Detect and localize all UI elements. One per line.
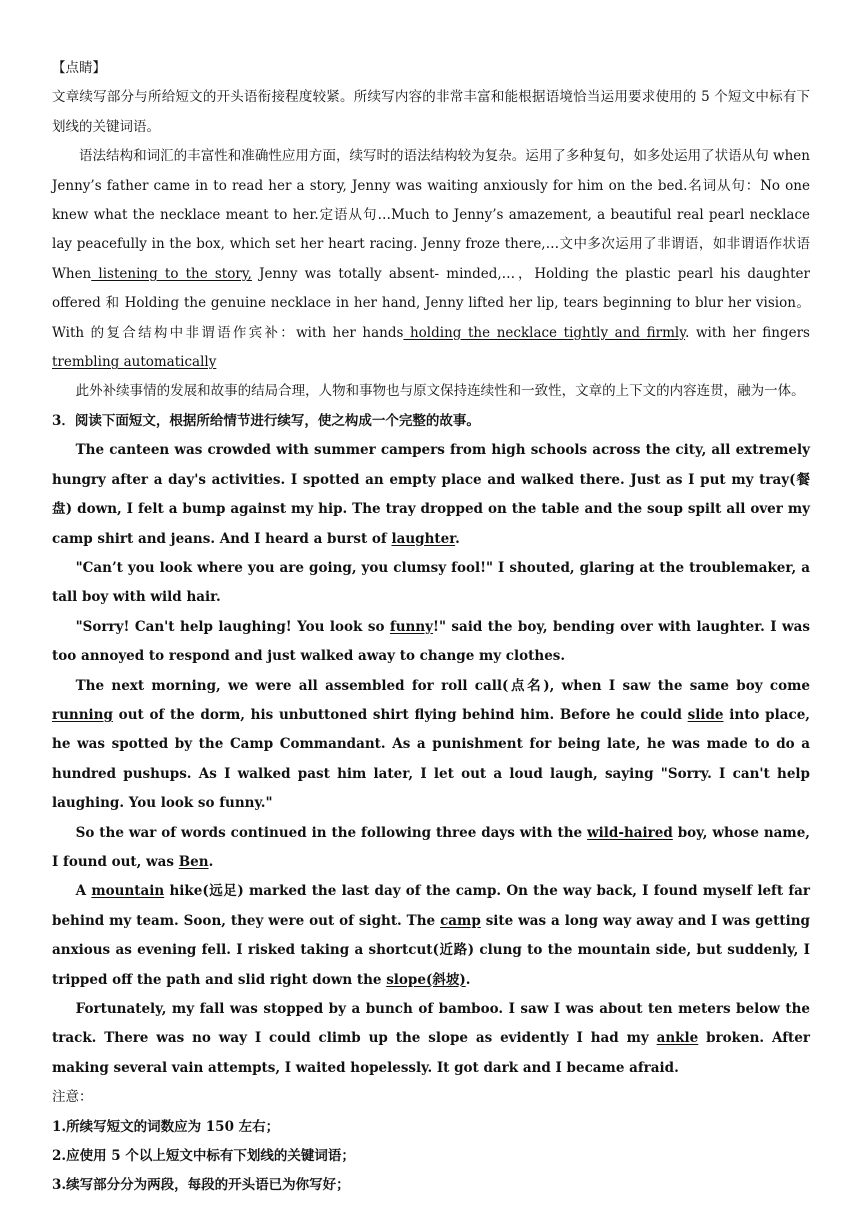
underlined-phrase: listening to the story, (91, 265, 252, 282)
notes-title: 注意： (52, 1089, 93, 1106)
story-paragraph-5 (52, 819, 810, 878)
story-paragraph-7 (52, 995, 810, 1083)
keyword-underlined: camp (440, 912, 481, 929)
keyword-underlined: mountain (91, 883, 165, 900)
story-text-run: A (75, 883, 92, 900)
story-paragraph-6 (52, 877, 810, 995)
story-text-run: So the war of words continued in the following three days with the (75, 824, 588, 841)
story-text-run: The canteen was crowded with summer campers from high schools across the city, all extremely hungry after a day's activities. I spotted an empty place and walked there. Just as I put my tray(餐盘) down, I felt a bump against my hip. The tray dropped on the table and the soup spilt all over my camp shirt and jeans. And I heard a burst of (52, 442, 810, 547)
story-text-run: broken. After making several vain attempts, I waited hopelessly. It got dark and I became afraid. (52, 1030, 810, 1076)
story-text-run: boy, whose name, I found out, was (52, 824, 811, 870)
review-text: 语法结构和词汇的丰富性和准确性应用方面，续写时的语法结构较为复杂。运用了多种复句，如多处运用了状语从句 when Jenny’s father came in to read her a story, Jenny was waiting anxiously for him on the bed.名词从句：No one knew what the necklace meant to her.定语从句…Much to Jenny’s amazement, a beautiful real pearl necklace lay peacefully in the box, which set her heart racing. Jenny froze there,…文中多次运用了非谓语，如非谓语作状语 When (52, 148, 810, 282)
keyword-underlined: slope(斜坡) (386, 971, 466, 988)
keyword-underlined: ankle (656, 1030, 699, 1047)
review-text: . with her fingers (685, 324, 810, 341)
underlined-phrase: holding the necklace tightly and firmly (403, 324, 686, 341)
keyword-underlined: Ben (178, 853, 209, 870)
story-text-run: into place, he was spotted by the Camp Commandant. As a punishment for being late, he was made to do a hundred pushups. As I walked past him later, I let out a loud laugh, saying "Sorry. I can't help laughing. You look so funny." (52, 706, 810, 812)
story-text-run: out of the dorm, his unbuttoned shirt flying behind him. Before he could (112, 706, 688, 723)
story-text-run: Fortunately, my fall was stopped by a bunch of bamboo. I saw I was about ten meters below the track. There was no way I could climb up the slope as evidently I had my (52, 1001, 810, 1047)
note-item-3: 3.续写部分分为两段，每段的开头语已为你写好； (52, 1177, 350, 1194)
keyword-underlined: laughter (391, 530, 456, 547)
underlined-phrase: trembling automatically (52, 354, 217, 371)
story-paragraph-1 (52, 436, 810, 554)
review-paragraph-3: 此外补续事情的发展和故事的结局合理，人物和事物也与原文保持连续性和一致性，文章的上下文的内容连贯，融为一体。 (75, 383, 805, 400)
story-paragraph-3 (52, 613, 810, 672)
story-text-run: !" said the boy, bending over with laughter. I was too annoyed to respond and just walked away to change my clothes. (52, 618, 811, 665)
note-item-2: 2.应使用 5 个以上短文中标有下划线的关键词语； (52, 1148, 355, 1165)
task-instruction: 3．阅读下面短文，根据所给情节进行续写，使之构成一个完整的故事。 (52, 412, 480, 429)
keyword-underlined: slide (687, 706, 724, 723)
keyword-underlined: wild-haired (587, 824, 673, 841)
section-heading: 【点睛】 (52, 60, 106, 76)
document-page (52, 54, 810, 1201)
story-text-run: hike(远足) marked the last day of the camp. On the way back, I found myself left far behind my team. Soon, they were out of sight. The (52, 883, 810, 929)
story-text-run: . (455, 530, 460, 547)
review-paragraph-2 (52, 142, 810, 377)
story-text-run: The next morning, we were all assembled for roll call(点名), when I saw the same boy come (75, 677, 810, 694)
story-text (52, 436, 810, 1083)
review-paragraph-1: 文章续写部分与所给短文的开头语衔接程度较紧。所续写内容的非常丰富和能根据语境恰当运用要求使用的 5 个短文中标有下划线的关键词语。 (52, 89, 810, 135)
keyword-underlined: funny (389, 618, 434, 635)
keyword-underlined: running (52, 706, 113, 723)
story-paragraph-4 (52, 672, 810, 819)
note-item-1: 1.所续写短文的词数应为 150 左右； (52, 1118, 280, 1135)
story-text-run: . (465, 971, 471, 988)
story-text-run: site was a long way away and I was getting anxious as evening fell. I risked taking a shortcut(近路) clung to the mountain side, but suddenly, I tripped off the path and slid right down the (52, 912, 810, 988)
story-text-run: . (208, 853, 214, 870)
story-paragraph-2: "Can’t you look where you are going, you clumsy fool!" I shouted, glaring at the troublemaker, a tall boy with wild hair. (52, 559, 810, 606)
story-text-run: "Sorry! Can't help laughing! You look so (75, 618, 390, 635)
review-text: Jenny was totally absent- minded,…，Holding the plastic pearl his daughter offered 和 Holding the genuine necklace in her hand, Jenny lifted her lip, tears beginning to blur her vision。With 的复合结构中非谓语作宾补：with her hands (52, 265, 810, 341)
